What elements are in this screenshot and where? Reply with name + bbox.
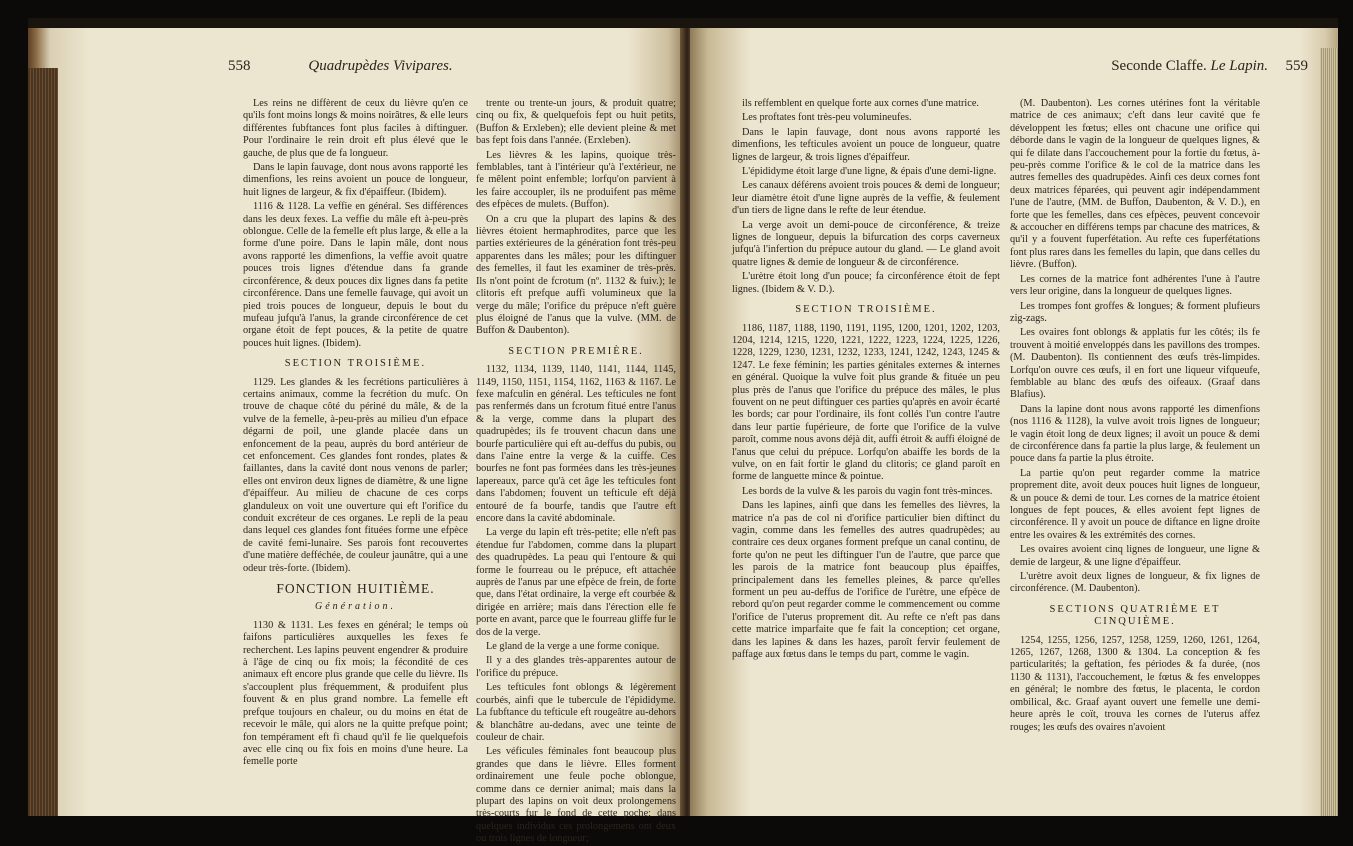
paragraph: Dans le lapin fauvage, dont nous avons rapporté les dimenfions, les reins avoient un pouce de longueur, huit lignes de largeur, & fix d'épaiffeur. (Ibidem). bbox=[243, 162, 468, 198]
left-page-number: 558 bbox=[228, 58, 251, 74]
paragraph: Dans les lapines, ainfi que dans les femelles des lièvres, la matrice n'a pas de col ni d'orifice particulier bien diftinct du vagin, comme dans les femelles des autres quadrupèdes; au contraire ces deux organes forment prefque un canal continu, de forte qu'on ne peut les diftinguer l'un de l'autre, que parce que les parois de la matrice font beaucoup plus épaiffes, principalement dans les femelles pleines, & parce qu'elles forment un peu au-deffus de l'orifice de l'urètre, une efpèce de rebord qu'on peut regarder comme le commencement ou comme l'orifice de l'uterus proprement dit. Au refte ce n'eft pas dans cette matrice imparfaite que fe fait la conception; cet organe, dans les lapines & dans les hazes, paroît fervir feulement de paffage aux fœtus dans le temps du part, comme le vagin. bbox=[732, 500, 1000, 661]
right-page-header bbox=[890, 58, 1308, 80]
paragraph: Les cornes de la matrice font adhérentes l'une à l'autre vers leur origine, dans la longueur de quelques lignes. bbox=[1010, 273, 1260, 298]
paragraph: Les lièvres & les lapins, quoique très-femblables, tant à l'intérieur qu'à l'extérieur, ne fe mêlent point enfemble; lorfqu'on parvient à les faire accoupler, ils ne produifent pas même des efpèces de mulets. (Buffon). bbox=[476, 149, 676, 211]
right-running-title-italic: Le Lapin. bbox=[1210, 58, 1268, 74]
paragraph: Les proftates font très-peu volumineufes. bbox=[742, 112, 912, 124]
right-page-number: 559 bbox=[1285, 58, 1308, 74]
paragraph: La partie qu'on peut regarder comme la matrice proprement dite, avoit deux pouces huit lignes de longueur, & un pouce & demi de tour. Les cornes de la matrice étoient longues de fept pouces, & elles avoient fept lignes de circonférence. Il y avoit un pouce de diftance en ligne droite entre les ovaires & les extrémités des cornes. bbox=[1010, 467, 1260, 541]
section-heading: SECTION TROISIÈME. bbox=[795, 304, 937, 316]
right-page bbox=[690, 28, 1338, 816]
section-heading: SECTION PREMIÈRE. bbox=[508, 345, 644, 357]
paragraph: Les reins ne diffèrent de ceux du lièvre qu'en ce qu'ils font moins longs & moins noirâtres, & elle leurs différentes fubftances font plus faciles à diftinguer. Pour l'ordinaire le rein droit eft plus élevé que le gauche, de plus que de fa longueur. bbox=[243, 98, 468, 159]
left-running-title: Quadrupèdes Vivipares. bbox=[308, 58, 453, 74]
paragraph: Les ovaires font oblongs & applatis fur les côtés; ils fe trouvent à moitié enveloppés dans les pavillons des trompes.(M. Daubenton). Ils contiennent des œufs très-limpides. Lorfqu'on ouvre ces œufs, il en fort une liqueur vifqueufe, femblable au blanc des œufs des oifeaux. (Graaf dans Blafius). bbox=[1010, 327, 1260, 401]
paragraph: 1130 & 1131. Les fexes en général; le temps où faifons particulières auxquelles les fexes fe recherchent. Les lapins peuvent engendrer & produire à l'âge de cinq ou fix mois; la fécondité de ces animaux eft encore plus grande que celle du lièvre. Ils s'accouplent plus fréquemment, & produifent plus fouvent & en plus grand nombre. La femelle eft prefque toujours en chaleur, ou du moins en état de recevoir le mâle, qui alors ne la quitte prefque point; fon tempérament eft fi chaud qu'il fe lie quelquefois avec elle cinq ou fix fois en moins d'une heure. La femelle porte bbox=[243, 619, 468, 768]
right-running-title: Seconde Claffe. bbox=[1111, 58, 1207, 74]
left-column-2 bbox=[476, 98, 676, 845]
paragraph: Les trompes font groffes & longues; & forment plufieurs zig-zags. bbox=[1010, 300, 1260, 324]
paragraph: L'urètre étoit long d'un pouce; fa circonférence étoit de fept lignes. (Ibidem & V. D.). bbox=[732, 271, 1000, 295]
left-page-header bbox=[228, 58, 533, 80]
paragraph: La verge avoit un demi-pouce de circonférence, & treize lignes de longueur, depuis la bifurcation des corps caverneux jufqu'à l'infertion du prépuce autour du gland. — Le gland avoit quatre lignes & demie de longueur & de circonférence. bbox=[732, 219, 1000, 268]
paragraph: On a cru que la plupart des lapins & des lièvres étoient hermaphrodites, parce que les parties extérieures de la génération font très-peu apparentes dans les mâles; pour les diftinguer des femelles, il faut les examiner de très-près. Ils n'ont point de fcrotum (nº. 1132 & fuiv.); le clitoris eft prefque auffi volumineux que la verge du mâle; l'orifice du prépuce n'eft guère plus éloigné de l'anus que la vulve. (MM. de Buffon & Daubenton). bbox=[476, 213, 676, 337]
paragraph: La verge du lapin eft très-petite; elle n'eft pas étendue fur l'abdomen, comme dans la plupart des quadrupèdes. La peau qui l'entoure & qui forme le fourreau ou le prépuce, eft attachée auprès de l'anus par une efpèce de frein, de forte que, dans l'état ordinaire, la verge eft courbée & dirigée en arrière; mais dans l'érection elle fe porte en avant, parce que le fourreau gliffe fur le dos de la verge. bbox=[476, 527, 676, 638]
paragraph: 1186, 1187, 1188, 1190, 1191, 1195, 1200, 1201, 1202, 1203, 1204, 1214, 1215, 1220, 1221, 1222, 1223, 1224, 1225, 1226, 1228, 1229, 1230, 1231, 1232, 1233, 1241, 1242, 1243, 1245 & 1247. Le fexe féminin; les parties génitales externes & internes en général. Quoique la vulve foit plus grande & fituée un peu plus près de l'anus que l'orifice du prépuce des mâles, le plus fouvent on ne peut diftinguer ces parties qu'après en avoir écarté les bords; car pour l'ordinaire, ils font collés l'un contre l'autre dans leur partie fupérieure, de forte que l'orifice de la vulve paroît, comme nous avons déjà dit, auffi étroit & auffi éloigné de l'anus que celui du prépuce. Lorfqu'on abaiffe les bords de la vulve, on en fait fortir le gland du clitoris; ce gland paroît en forme de languette mince & pointue. bbox=[732, 322, 1000, 483]
paragraph: L'urètre avoit deux lignes de longueur, & fix lignes de circonférence. (M. Daubenton). bbox=[1010, 571, 1260, 595]
open-book bbox=[28, 18, 1338, 845]
paragraph: (M. Daubenton). Les cornes utérines font la véritable matrice de ces animaux; c'eft dans leur cavité que fe développent les fœtus; elles ont chacune une orifice qui déborde dans le vagin de la longueur de quelques lignes, & qui fe dilate dans l'accouchement pour la fortie du fœtus, à-peu-près comme l'orifice & le col de la matrice dans les autres femelles des quadrupèdes. Ainfi ces deux cornes font deux matrices féparées, qui peuvent agir indépendamment l'une de l'autre, (MM. de Buffon, Daubenton, & V. D.), en forte que les femelles, dans ces efpèces, peuvent concevoir & accoucher en différens temps par chacune des matrices, & qu'il y a fouvent fuperfétation. Au refte ces fuperfétations font plus rares dans les femelles du lapin, que dans celles du lièvre. (Buffon). bbox=[1010, 98, 1260, 271]
paragraph: Les bords de la vulve & les parois du vagin font très-minces. bbox=[742, 485, 993, 497]
paragraph: 1132, 1134, 1139, 1140, 1141, 1144, 1145, 1149, 1150, 1151, 1154, 1162, 1163 & 1167. Le fexe mafculin en général. Les tefticules ne font pas renfermés dans un fcrotum fitué entre l'anus & la verge, comme dans la plupart des quadrupèdes; ils fe trouvent chacun dans une bourfe particulière qui eft au-deffus du pubis, ou dans l'aine entre la verge & la cuiffe. Ces bourfes ne font pas formées dans les très-jeunes lapereaux, parce qu'à cet âge les tefticules font dans l'abdomen; fouvent un tefticule eft déjà entouré de fa bourfe, tandis que l'autre eft encore dans la cavité abdominale. bbox=[476, 364, 676, 524]
right-page-edges bbox=[1320, 48, 1338, 816]
paragraph: trente ou trente-un jours, & produit quatre; cinq ou fix, & quelquefois fept ou huit petits, (Buffon & Erxleben); elle devient pleine & met bas fept fois dans l'année. (Erxleben). bbox=[476, 98, 676, 147]
right-column-2 bbox=[1010, 98, 1260, 806]
left-page bbox=[28, 28, 683, 845]
paragraph: 1129. Les glandes & les fecrétions particulières à certains animaux, comme la fecrétion du mufc. On trouve de chaque côté du périné du mâle, & de la vulve de la femelle, à-peu-près au milieu d'un efpace dégarni de poil, une glande placée dans un enfoncement de la peau, auprès du bord antérieur de cet enfoncement. Ces glandes font rondes, plates & faillantes, dans la cavité dont nous venons de parler; elles ont environ deux lignes de diamètre, & une ligne d'épaiffeur. Au milieu de chacune de ces corps glanduleux on voit une ouverture qui eft l'orifice du conduit excréteur de ces organes. Le repli de la peau dans lequel ces glandes font fituées forme une efpèce de cavité femi-lunaire. Ses parois font recouvertes d'une matière defféchée, de couleur jaunâtre, qui a une odeur très-forte. (Ibidem). bbox=[243, 376, 468, 574]
paragraph: Les ovaires avoient cinq lignes de longueur, une ligne & demie de largeur, & une ligne d'épaiffeur. bbox=[1010, 544, 1260, 568]
section-heading: SECTION TROISIÈME. bbox=[284, 358, 427, 370]
left-column-1 bbox=[243, 98, 468, 806]
paragraph: 1116 & 1128. La veffie en général. Ses différences dans les deux fexes. La veffie du mâle eft à-peu-près oblongue. Celle de la femelle eft plus large, & elle a la forme d'une poire. Dans le lapin mâle, dont nous avons rapporté les dimenfions, la veffie avoit quatre pouces trois lignes d'étendue dans fa grande circonférence, & deux pouces dix lignes dans fa petite circonférence. Dans une femelle fauvage, qui avoit un pied trois pouces de longueur, depuis le bout du mufeau jufqu'à l'anus, la grande circonférence de cet organe étoit de fept pouces, & la petite de quatre pouces huit lignes. (Ibidem). bbox=[243, 201, 468, 349]
paragraph: L'épididyme étoit large d'une ligne, & épais d'une demi-ligne. bbox=[742, 166, 997, 178]
paragraph: ils reffemblent en quelque forte aux cornes d'une matrice. bbox=[742, 98, 979, 109]
paragraph: Les tefticules font oblongs & légèrement courbés, ainfi que le tubercule de l'épididyme. La fubftance du tefticule eft rougeâtre au-dehors & blanchâtre au-dedans, avec une teinte de couleur de chair. bbox=[476, 682, 676, 743]
paragraph: Les véficules féminales font beaucoup plus grandes que dans le lièvre. Elles forment ordinairement une feule poche oblongue, comme dans ce dernier animal; mais dans la plupart des lapins on voit deux prolongemens très-courts fur le fond de cette poche; dans quelques individus ces prolongemens ont deux ou trois lignes de longueur; bbox=[476, 746, 676, 845]
paragraph: Il y a des glandes très-apparentes autour de l'orifice du prépuce. bbox=[476, 655, 676, 679]
paragraph: Dans le lapin fauvage, dont nous avons rapporté les dimenfions, les tefticules avoient un pouce de longueur, quatre lignes de largeur, & trois lignes d'épaiffeur. bbox=[732, 126, 1000, 163]
paragraph: 1254, 1255, 1256, 1257, 1258, 1259, 1260, 1261, 1264, 1265, 1267, 1268, 1300 & 1304. La conception & fes particularités; la geftation, fes périodes & fa durée, (nos 1130 & 1131), l'accouchement, le fœtus & fes enveloppes en général; le nombre des fœtus, le placenta, le cordon ombilical, &c. Graaf ayant ouvert une femelle une demi-heure après le coït, trouva les cornes de l'uterus affez rouges; les œufs des ovaires n'avoient bbox=[1010, 634, 1260, 733]
left-page-edges bbox=[28, 68, 58, 816]
section-heading: FONCTION HUITIÈME. bbox=[276, 581, 435, 597]
paragraph: Les canaux déférens avoient trois pouces & demi de longueur; leur diamètre étoit d'une ligne auprès de la veffie, & feulement d'un tiers de ligne dans le refte de leur étendue. bbox=[732, 180, 1000, 217]
left-running-title-wrap bbox=[228, 58, 533, 75]
right-column-1 bbox=[732, 98, 1000, 806]
section-heading: SECTIONS QUATRIÈME ET CINQUIÈME. bbox=[1049, 603, 1221, 628]
paragraph: Le gland de la verge a une forme conique. bbox=[486, 641, 660, 653]
section-heading: Génération. bbox=[314, 601, 397, 613]
paragraph: Dans la lapine dont nous avons rapporté les dimenfions (nos 1116 & 1128), la vulve avoit trois lignes de longueur; le vagin étoit long de deux lignes; il avoit un pouce & demi de circonférence dans fa partie la plus large, & feulement un pouce dans fa partie la plus étroite. bbox=[1010, 403, 1260, 465]
